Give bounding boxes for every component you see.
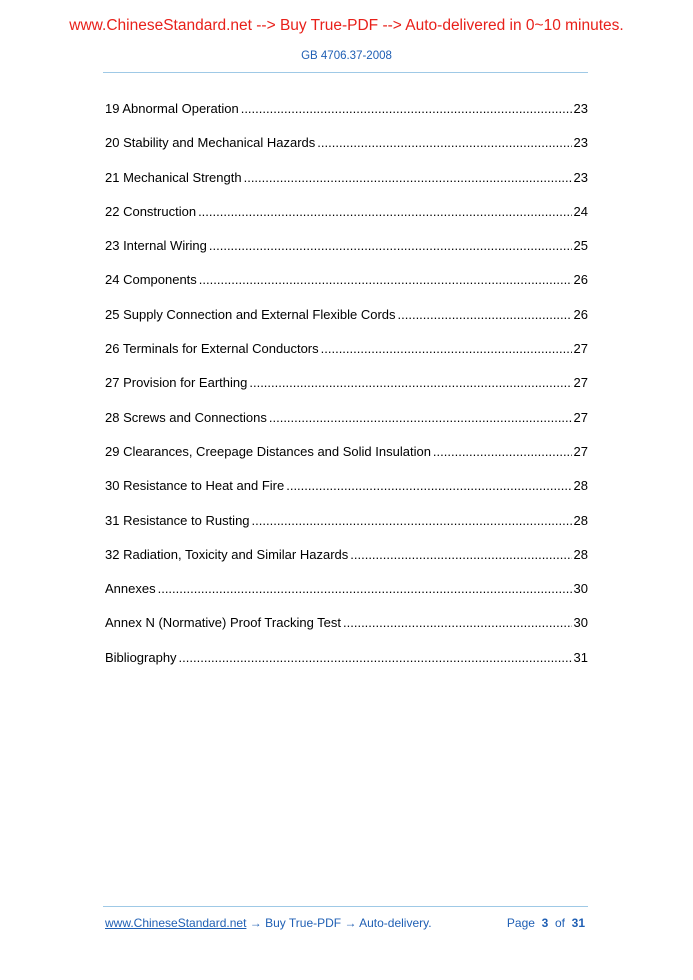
toc-leader-dots <box>252 512 572 529</box>
toc-entry-page: 27 <box>573 409 588 425</box>
toc-entry-title: 23 Internal Wiring <box>105 238 207 254</box>
toc-entry[interactable] <box>105 649 588 683</box>
toc-entry[interactable] <box>105 306 588 340</box>
toc-leader-dots <box>321 340 572 357</box>
page-current: 3 <box>541 916 549 930</box>
toc-entry-title: 22 Construction <box>105 203 197 219</box>
toc-entry-title: Annex N (Normative) Proof Tracking Test <box>105 615 342 631</box>
toc-entry-page: 23 <box>573 101 588 116</box>
toc-leader-dots <box>209 237 572 254</box>
toc-entry-page: 28 <box>573 478 588 494</box>
toc-entry-page: 30 <box>573 581 588 597</box>
toc-entry-title: 31 Resistance to Rusting <box>105 512 250 528</box>
toc-entry-page: 27 <box>573 375 588 391</box>
page-indicator <box>507 916 585 930</box>
toc-entry[interactable] <box>105 374 588 408</box>
header-divider <box>103 72 588 73</box>
toc-entry-page: 30 <box>573 615 588 631</box>
toc-entry-page: 28 <box>573 546 588 562</box>
toc-entry-page: 28 <box>573 512 588 528</box>
toc-entry-title: 21 Mechanical Strength <box>105 169 242 185</box>
toc-entry-title: 20 Stability and Mechanical Hazards <box>105 135 316 151</box>
toc-leader-dots <box>433 443 572 460</box>
toc-entry-title: 28 Screws and Connections <box>105 409 267 425</box>
toc-entry[interactable] <box>105 169 588 203</box>
toc-entry-title: 26 Terminals for External Conductors <box>105 341 319 357</box>
page-label: Page <box>506 916 535 930</box>
toc-entry-page: 26 <box>573 272 588 288</box>
toc-leader-dots <box>198 203 571 220</box>
toc-entry[interactable] <box>105 100 588 134</box>
toc-entry-title: 29 Clearances, Creepage Distances and Solid Insulation <box>105 443 431 459</box>
toc-leader-dots <box>317 134 571 151</box>
toc-entry-page: 27 <box>573 443 588 459</box>
toc-leader-dots <box>269 409 572 426</box>
toc-entry-page: 23 <box>573 169 588 185</box>
toc-entry-page: 27 <box>573 341 588 357</box>
toc-entry[interactable] <box>105 477 588 511</box>
toc-entry[interactable] <box>105 409 588 443</box>
toc-entry[interactable] <box>105 443 588 477</box>
toc-leader-dots <box>244 169 572 186</box>
toc-leader-dots <box>179 649 572 666</box>
toc-entry[interactable] <box>105 546 588 580</box>
toc-entry-title: 32 Radiation, Toxicity and Similar Hazards <box>105 546 349 562</box>
toc-entry-page: 23 <box>573 135 588 151</box>
table-of-contents <box>105 100 588 683</box>
toc-leader-dots <box>249 374 571 391</box>
toc-entry-page: 26 <box>573 306 588 322</box>
toc-entry[interactable] <box>105 580 588 614</box>
footer-left <box>105 916 432 930</box>
header-banner[interactable]: www.ChineseStandard.net --> Buy True-PDF --> Auto-delivered in 0~10 minutes. <box>69 17 624 34</box>
toc-leader-dots <box>199 271 572 288</box>
toc-entry[interactable] <box>105 203 588 237</box>
toc-entry-title: Annexes <box>105 581 156 597</box>
toc-entry[interactable] <box>105 340 588 374</box>
toc-entry-title: 25 Supply Connection and External Flexible Cords <box>105 306 396 322</box>
toc-entry[interactable] <box>105 512 588 546</box>
page-total: 31 <box>571 916 585 930</box>
toc-entry[interactable] <box>105 271 588 305</box>
toc-entry-title: 30 Resistance to Heat and Fire <box>105 478 285 494</box>
toc-entry[interactable] <box>105 134 588 168</box>
toc-entry-page: 25 <box>573 238 588 254</box>
toc-entry[interactable] <box>105 614 588 648</box>
toc-entry-title: 19 Abnormal Operation <box>105 101 239 116</box>
toc-leader-dots <box>241 100 572 117</box>
page-of: of <box>554 916 565 930</box>
toc-entry[interactable] <box>105 237 588 271</box>
toc-entry-title: 24 Components <box>105 272 197 288</box>
footer-text: → Buy True-PDF → Auto-delivery. <box>246 916 432 930</box>
toc-leader-dots <box>350 546 571 563</box>
toc-entry-page: 31 <box>573 649 588 665</box>
toc-entry-page: 24 <box>573 203 588 219</box>
footer-link[interactable]: www.ChineseStandard.net <box>105 916 247 930</box>
toc-leader-dots <box>343 614 572 631</box>
toc-leader-dots <box>158 580 572 597</box>
document-code: GB 4706.37-2008 <box>301 50 392 62</box>
toc-entry-title: 27 Provision for Earthing <box>105 375 248 391</box>
toc-leader-dots <box>398 306 572 323</box>
footer-divider <box>103 906 588 907</box>
toc-entry-title: Bibliography <box>105 649 177 665</box>
toc-leader-dots <box>286 477 571 494</box>
